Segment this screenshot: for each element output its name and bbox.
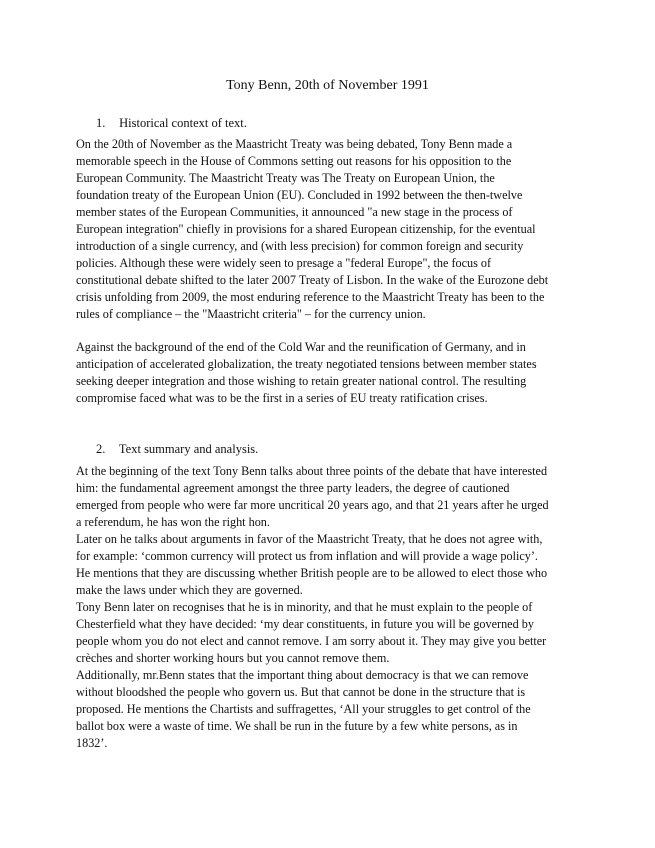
text-line: Tony Benn later on recognises that he is in minority, and that he must explain to the people of	[76, 600, 533, 614]
text-line: On the 20th of November as the Maastricht Treaty was being debated, Tony Benn made a	[76, 137, 513, 151]
text-line: for example: ‘common currency will protect us from inflation and will provide a wage policy’.	[76, 549, 538, 563]
text-line: Later on he talks about arguments in favor of the Maastricht Treaty, that he does not agree with,	[76, 532, 543, 546]
text-line: memorable speech in the House of Commons setting out reasons for his opposition to the	[76, 154, 512, 168]
text-line: rules of compliance – the "Maastricht criteria" – for the currency union.	[76, 307, 426, 321]
text-line: European Community. The Maastricht Treaty was The Treaty on European Union, the	[76, 171, 495, 185]
section-heading-historical-context	[96, 115, 247, 132]
text-line: without bloodshed the people who govern us. But that cannot be done in the structure that is	[76, 685, 526, 699]
paragraph-summary-analysis	[76, 463, 576, 752]
page-title: Tony Benn, 20th of November 1991	[226, 78, 429, 93]
text-line: make the laws under which they are governed.	[76, 583, 303, 597]
text-line: constitutional debate shifted to the later 2007 Treaty of Lisbon. In the wake of the Eurozone debt	[76, 273, 549, 287]
text-line: seeking deeper integration and those wishing to retain greater national control. The resulting	[76, 374, 527, 388]
text-line: crèches and shorter working hours but you cannot remove them.	[76, 651, 390, 665]
text-line: emerged from people who were far more uncritical 20 years ago, and that 21 years after he urged	[76, 498, 549, 512]
text-line: ballot box were a waste of time. We shall be run in the future by a few white persons, as in	[76, 719, 518, 733]
text-line: policies. Although these were widely seen to presage a "federal Europe", the focus of	[76, 256, 492, 270]
paragraph-historical-context-1	[76, 136, 576, 323]
text-line: him: the fundamental agreement amongst the three party leaders, the degree of cautioned	[76, 481, 510, 495]
text-line: crisis unfolding from 2009, the most enduring reference to the Maastricht Treaty has been to the	[76, 290, 545, 304]
text-line: At the beginning of the text Tony Benn talks about three points of the debate that have interested	[76, 464, 548, 478]
section-number: 1.	[96, 116, 106, 130]
section-heading-text: Historical context of text.	[119, 116, 247, 130]
text-line: Additionally, mr.Benn states that the important thing about democracy is that we can remove	[76, 668, 529, 682]
text-line: a referendum, he has won the right hon.	[76, 515, 270, 529]
text-line: compromise faced what was to be the first in a series of EU treaty ratification crises.	[76, 391, 488, 405]
text-line: European integration" chiefly in provisions for a shared European citizenship, for the eventual	[76, 222, 536, 236]
text-line: foundation treaty of the European Union (EU). Concluded in 1992 between the then-twelve	[76, 188, 523, 202]
text-line: He mentions that they are discussing whether British people are to be allowed to elect those who	[76, 566, 548, 580]
text-line: Against the background of the end of the Cold War and the reunification of Germany, and in	[76, 340, 526, 354]
text-line: introduction of a single currency, and (with less precision) for common foreign and security	[76, 239, 524, 253]
text-line: anticipation of accelerated globalization, the treaty negotiated tensions between member states	[76, 357, 537, 371]
text-line: Chesterfield what they have decided: ‘my dear constituents, in future you will be governed by	[76, 617, 534, 631]
paragraph-historical-context-2	[76, 339, 576, 407]
text-line: people whom you do not elect and cannot remove. I am sorry about it. They may give you better	[76, 634, 547, 648]
section-heading-text: Text summary and analysis.	[118, 442, 259, 456]
section-heading-summary-analysis	[96, 441, 258, 458]
text-line: 1832’.	[76, 736, 108, 750]
text-line: proposed. He mentions the Chartists and suffragettes, ‘All your struggles to get control of the	[76, 702, 531, 716]
text-line: member states of the European Communities, it announced "a new stage in the process of	[76, 205, 513, 219]
section-number: 2.	[96, 442, 106, 456]
